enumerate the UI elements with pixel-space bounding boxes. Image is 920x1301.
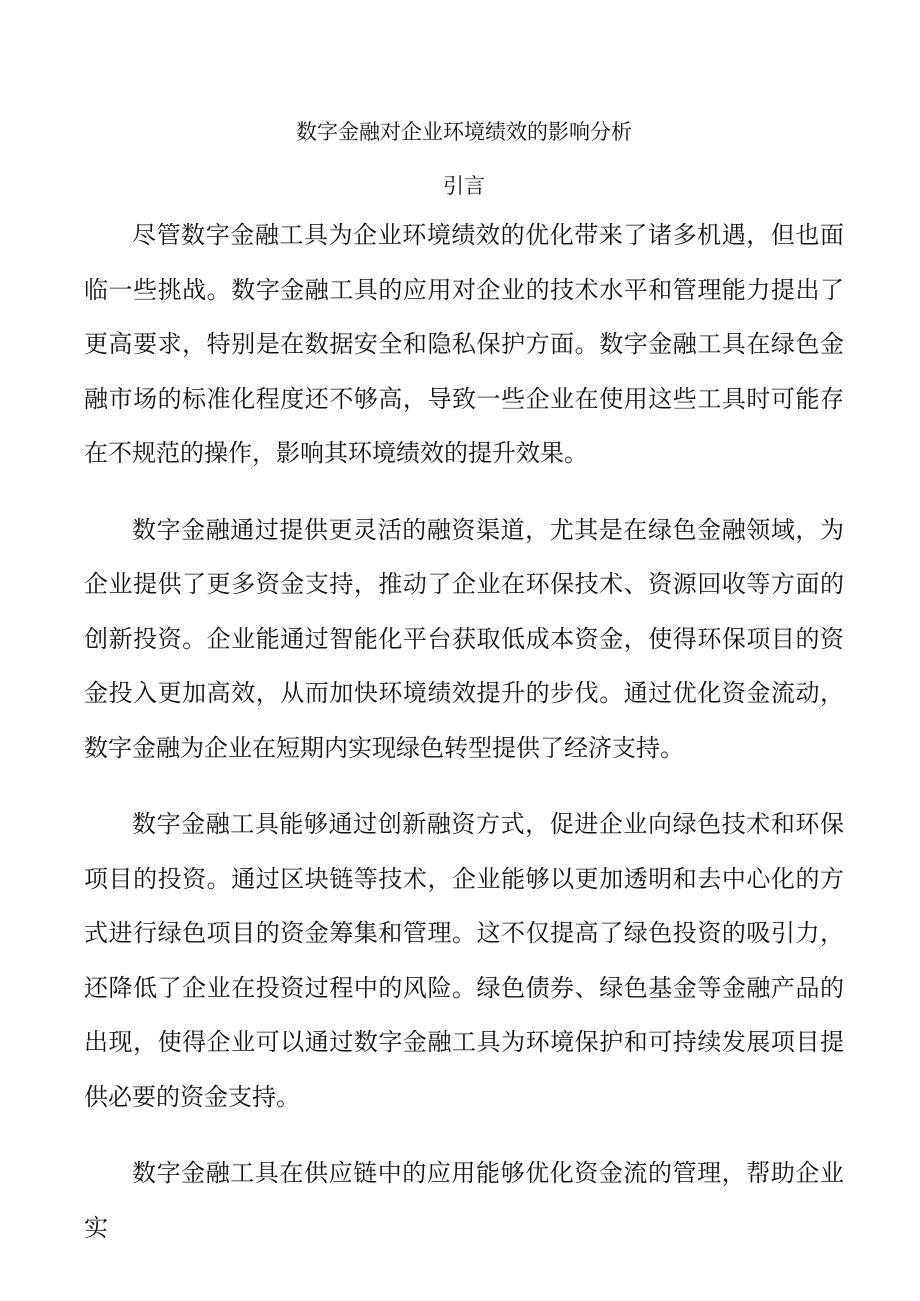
paragraph-4: 数字金融工具在供应链中的应用能够优化资金流的管理，帮助企业实 bbox=[84, 1159, 844, 1242]
paragraph-1: 尽管数字金融工具为企业环境绩效的优化带来了诸多机遇，但也面临一些挑战。数字金融工具的应用对企业的技术水平和管理能力提出了更高要求，特别是在数据安全和隐私保护方面。数字金融工具在绿色金融市场的标准化程度还不够高，导致一些企业在使用这些工具时可能存在不规范的操作，影响其环境绩效的提升效果。 bbox=[84, 221, 844, 467]
paragraph-3: 数字金融工具能够通过创新融资方式，促进企业向绿色技术和环保项目的投资。通过区块链等技术，企业能够以更加透明和去中心化的方式进行绿色项目的资金筹集和管理。这不仅提高了绿色投资的吸引力，还降低了企业在投资过程中的风险。绿色债券、绿色基金等金融产品的出现，使得企业可以通过数字金融工具为环境保护和可持续发展项目提供必要的资金支持。 bbox=[84, 810, 844, 1111]
document-title: 数字金融对企业环境绩效的影响分析 bbox=[296, 120, 632, 144]
section-heading-introduction: 引言 bbox=[443, 174, 485, 198]
paragraph-2: 数字金融通过提供更灵活的融资渠道，尤其是在绿色金融领域，为企业提供了更多资金支持，推动了企业在环保技术、资源回收等方面的创新投资。企业能通过智能化平台获取低成本资金，使得环保项目的资金投入更加高效，从而加快环境绩效提升的步伐。通过优化资金流动，数字金融为企业在短期内实现绿色转型提供了经济支持。 bbox=[84, 515, 844, 762]
